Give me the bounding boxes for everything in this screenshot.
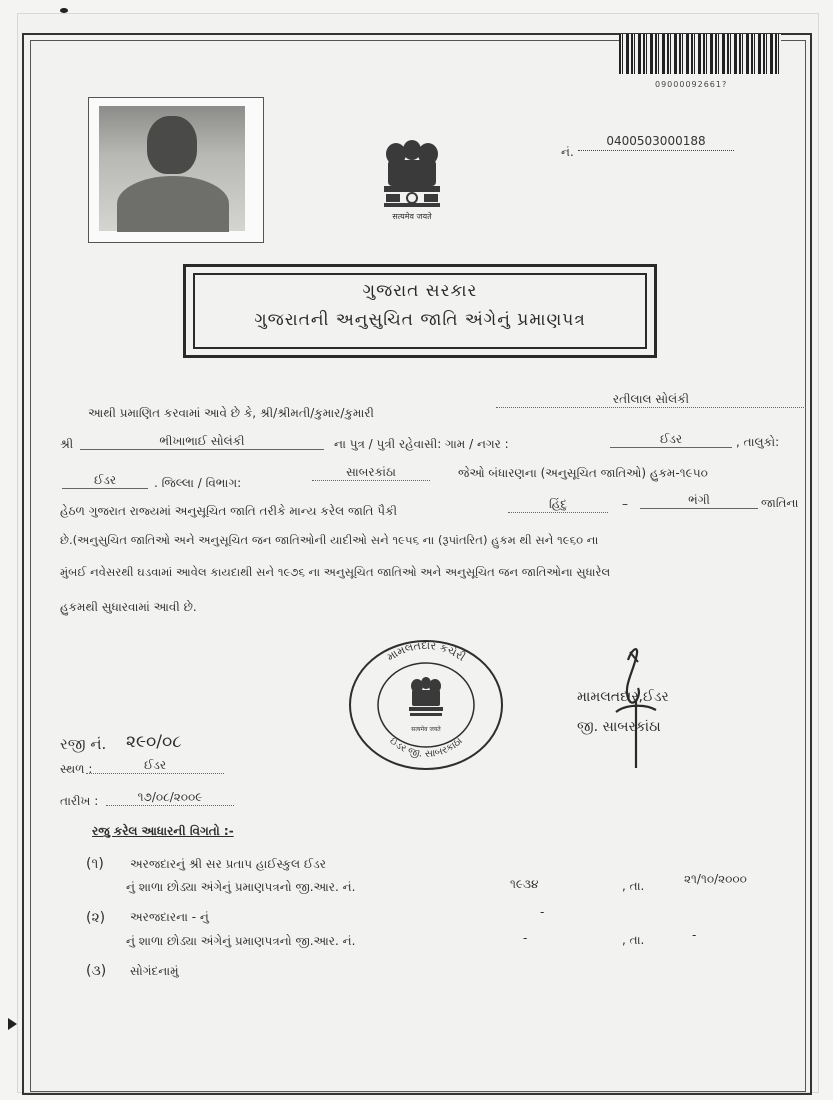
- line2-middle: ના પુત્ર / પુત્રી રહેવાસી: ગામ / નગર :: [334, 437, 509, 451]
- place: ઈડર: [86, 758, 224, 774]
- doc1-number: (૧): [86, 856, 104, 872]
- registry-label: રજી નં.: [60, 735, 107, 753]
- doc1-date: ૨૧/૧૦/૨૦૦૦: [684, 872, 747, 886]
- district: સાબરકાંઠા: [312, 465, 430, 481]
- doc1-date-label: , તા.: [622, 879, 645, 893]
- office-seal-icon: [346, 637, 506, 774]
- svg-text:મામલતદાર કચેરી: [384, 639, 467, 664]
- taluka: ઈડર: [62, 473, 148, 489]
- father-name: ભીખાભાઈ સોલંકી: [80, 434, 324, 450]
- doc1-line2: નું શાળા છોડ્યા અંગેનું પ્રમાણપત્રનો જી.આર. નં.: [126, 880, 356, 894]
- line4-prefix: હેઠળ ગુજરાત રાજ્યમાં અનુસૂચિત જાતિ તરીકે માન્ય કરેલ જાતિ પૈકી: [60, 504, 397, 518]
- shri-label: શ્રી: [60, 437, 74, 451]
- issue-date: ૧૭/૦૮/૨૦૦૯: [106, 790, 234, 806]
- line1-prefix: આથી પ્રમાણિત કરવામાં આવે છે કે, શ્રી/શ્રીમતી/કુમાર/કુમારી: [88, 406, 374, 420]
- village: ઈડર: [610, 432, 732, 448]
- place-label: સ્થળ :: [60, 762, 93, 776]
- barcode: [619, 34, 781, 74]
- office-district: જી. સાબરકાંઠા: [577, 719, 661, 735]
- doc2-line1-dash: -: [540, 905, 545, 919]
- doc2-line1: અરજદારના - નું: [130, 910, 209, 924]
- applicant-photo: [88, 97, 264, 243]
- certificate-number: 0400503000188: [578, 134, 734, 151]
- page-marker-icon: [8, 1018, 17, 1030]
- doc2-date-label: , તા.: [622, 933, 645, 947]
- person-name: રતીલાલ સોલંકી: [496, 392, 806, 408]
- barcode-number: 09000092661?: [655, 80, 728, 89]
- doc3-number: (૩): [86, 963, 107, 979]
- government-title: ગુજરાત સરકાર: [362, 281, 478, 301]
- doc1-line1: અરજદારનું શ્રી સર પ્રતાપ હાઈસ્કુલ ઈડર: [130, 857, 326, 871]
- body-line7: હુકમથી સુધારવામાં આવી છે.: [60, 600, 197, 614]
- signature-icon: [606, 640, 666, 770]
- line4-end: જાતિના: [761, 496, 799, 510]
- doc2-date: -: [692, 928, 697, 942]
- district-label: . જિલ્લા / વિભાગ:: [154, 476, 242, 490]
- religion-caste-dash: –: [622, 497, 628, 511]
- line3-end: જેઓ બંધારણના (અનુસૂચિત જાતિઓ) હુકમ-૧૯૫૦: [458, 466, 708, 480]
- registry-number: ૨૯૦/૦૮: [126, 732, 182, 752]
- documents-heading: રજુ કરેલ આધારની વિગતો :-: [92, 824, 234, 838]
- certificate-title: ગુજરાતની અનુસુચિત જાતિ અંગેનું પ્રમાણપત્ર: [254, 310, 586, 330]
- seal-center-text: सत्यमेव जयते: [411, 726, 441, 733]
- seal-top-text: મામલતદાર કચેરી: [384, 638, 468, 664]
- religion: હિંદુ: [508, 497, 608, 513]
- doc2-gr-number: -: [523, 931, 528, 945]
- emblem-motto: सत्यमेव जयते: [392, 212, 432, 221]
- ink-dot: [60, 8, 68, 13]
- caste: ભંગી: [640, 493, 758, 509]
- date-label: તારીખ :: [60, 794, 99, 808]
- doc1-gr-number: ૧૯૩૪: [510, 877, 539, 891]
- seal-bottom-text: ઈડર જી. સાબરકાંઠા: [387, 735, 465, 760]
- doc3-line1: સોગંદનામું: [130, 964, 179, 978]
- body-line6: મુંબઈ નવેસરથી ઘડવામાં આવેલ કાયદાથી સને ૧૯૭૬ ના અનુસૂચિત જાતિઓ અને અનુસૂચિત જન જાતિઓના સુધારેલ: [60, 565, 611, 579]
- doc2-number: (૨): [86, 910, 106, 926]
- certificate-number-label: નં.: [561, 145, 574, 159]
- office-designation: મામલતદાર,ઈડર: [577, 689, 669, 705]
- body-line5: છે.(અનુસુચિત જાતિઓ અને અનુસૂચિત જન જાતિઓની યાદીઓ સને ૧૯૫૬ ના (રૂપાંતરિત) હુકમ થી સને ૧૯૬૦ ના: [60, 533, 599, 547]
- doc2-line2: નું શાળા છોડ્યા અંગેનું પ્રમાણપત્રનો જી.આર. નં.: [126, 934, 356, 948]
- taluka-label: , તાલુકો:: [736, 435, 780, 449]
